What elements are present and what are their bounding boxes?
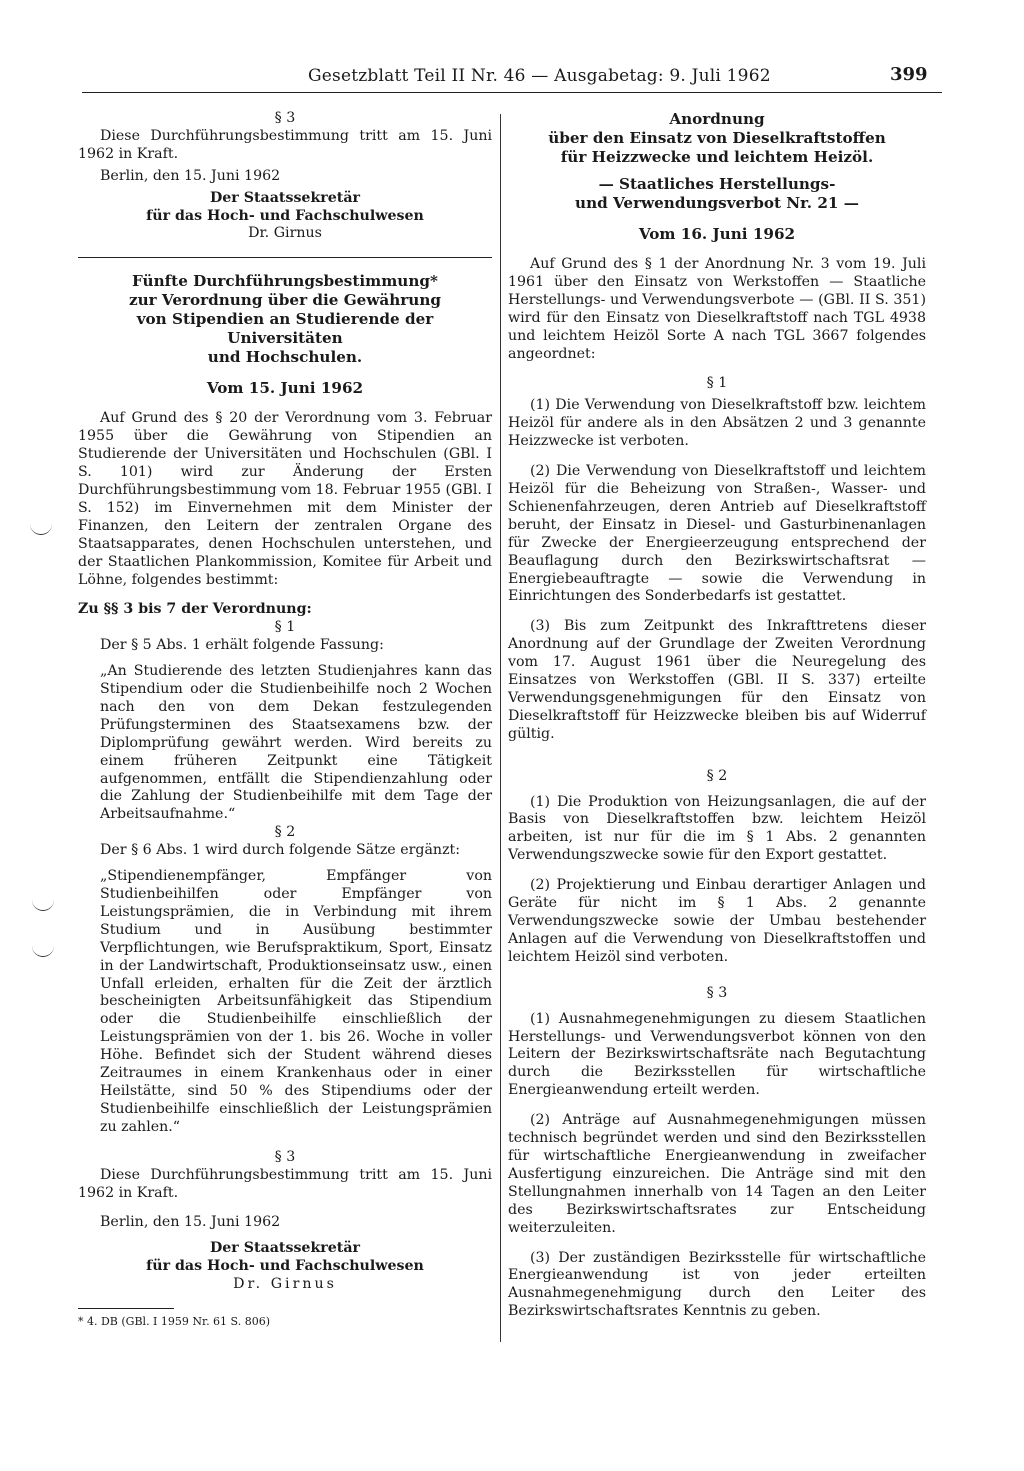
page-number: 399	[890, 64, 928, 85]
paragraph: (2) Die Verwendung von Dieselkraftstoff und leichtem Heizöl für die Beheizung von Straßen-, Wasser- und Schienenfahrzeugen, deren Antrieb auf Dieselkraftstoff beruht, der Einsatz in Diesel- und Gasturbinenanlagen für Zwecke der Energieerzeugung entsprechend der Beauflagung durch den Bezirkswirtschaftsrat — Energiebeauftragte — sowie die Verwendung in Einrichtungen des Sonderbedarfs ist gestattet.	[508, 463, 926, 605]
document-title: zur Verordnung über die Gewährung	[128, 291, 442, 310]
place-date: Berlin, den 15. Juni 1962	[100, 167, 281, 184]
section-heading: § 2	[274, 824, 296, 841]
document-title: über den Einsatz von Dieselkraftstoffen	[548, 129, 886, 147]
paragraph: Diese Durchführungsbestimmung tritt am 15. Juni 1962 in Kraft.	[78, 1166, 492, 1201]
right-column	[508, 110, 926, 1321]
column-divider	[500, 114, 501, 1342]
signature-office: für das Hoch- und Fachschulwesen	[146, 207, 424, 224]
paragraph: (1) Die Produktion von Heizungsanlagen, die auf der Basis von Dieselkraftstoffen bzw. leichtem Heizöl arbeiten, ist nur für die im § 1 Abs. 2 genannten Verwendungszwecke sowie für den Export gestattet.	[508, 793, 926, 864]
document-date: Vom 15. Juni 1962	[206, 379, 364, 398]
margin-mark	[30, 522, 52, 535]
section-heading: § 3	[274, 110, 296, 126]
footnote-rule	[78, 1308, 174, 1309]
paragraph: (3) Bis zum Zeitpunkt des Inkrafttretens dieser Anordnung auf der Grundlage der Zweiten Verordnung vom 17. August 1961 über die Neuregelung des Einsatzes von Werkstoffen (GBl. II S. 337) erteilte Verwendungsgenehmigungen für den Einsatz von Dieselkraftstoff für Heizzwecke bleiben bis auf Widerruf gültig.	[508, 618, 926, 742]
quoted-text: „An Studierende des letzten Studienjahres kann das Stipendium oder die Studienbeihilfe noch 2 Wochen nach den von dem Dekan festzulegenden Prüfungsterminen des Staatsexamens bzw. der Diplomprüfung gewährt werden. Wird bereits zu einem früheren Zeitpunkt eine Tätigkeit aufgenommen, entfällt die Stipendienzahlung oder die Zahlung der Studienbeihilfe mit dem Tage der Arbeitsaufnahme.“	[100, 663, 492, 823]
section-divider	[78, 257, 492, 258]
document-title: von Stipendien an Studierende der Universitäten	[136, 310, 434, 348]
signature-name: Dr. Girnus	[233, 1276, 337, 1293]
section-heading: § 2	[706, 767, 728, 784]
place-date: Berlin, den 15. Juni 1962	[100, 1214, 281, 1231]
paragraph: (1) Ausnahmegenehmigungen zu diesem Staatlichen Herstellungs- und Verwendungsverbot können von den Leitern der Bezirkswirtschaftsräte nach Begutachtung durch die Bezirksstellen für wirtschaftliche Energieanwendung erteilt werden.	[508, 1010, 926, 1099]
document-subtitle: — Staatliches Herstellungs-	[598, 175, 836, 193]
margin-mark	[32, 944, 54, 957]
paragraph: Der § 6 Abs. 1 wird durch folgende Sätze ergänzt:	[100, 842, 461, 859]
left-column	[78, 110, 492, 1329]
section-heading: § 3	[706, 984, 728, 1001]
footnote: * 4. DB (GBl. I 1959 Nr. 61 S. 806)	[78, 1315, 270, 1329]
document-date: Vom 16. Juni 1962	[638, 225, 796, 243]
section-heading: § 1	[274, 619, 296, 636]
paragraph: Auf Grund des § 20 der Verordnung vom 3. Februar 1955 über die Gewährung von Stipendien an Studierende der Universitäten und Hochschulen (GBl. I S. 101) wird zur Änderung der Ersten Durchführungsbestimmung vom 18. Februar 1955 (GBl. I S. 152) im Einvernehmen mit dem Minister der Finanzen, den Leitern der zentralen Organe des Staatsapparates, denen Hochschulen unterstehen, und der Staatlichen Plankommission, Komitee für Arbeit und Löhne, folgendes bestimmt:	[78, 410, 492, 588]
page-header	[82, 62, 942, 93]
paragraph: (3) Der zuständigen Bezirksstelle für wirtschaftliche Energieanwendung ist von jeder erteilten Ausnahmegenehmigung durch den Leiter des Bezirkswirtschaftsrates Kenntnis zu geben.	[508, 1249, 926, 1320]
header-title: Gesetzblatt Teil II Nr. 46 — Ausgabetag: 9. Juli 1962	[308, 66, 771, 86]
quoted-text: „Stipendienempfänger, Empfänger von Studienbeihilfen oder Empfänger von Leistungsprämien, die in Verbindung mit ihrem Studium und in Ausübung bestimmter Verpflichtungen, wie Berufspraktikum, Sport, Einsatz in der Landwirtschaft, Produktionseinsatz usw., einen Unfall erleiden, erhalten für die Zeit der ärztlich bescheinigten Arbeitsunfähigkeit das Stipendium oder die Studienbeihilfe einschließlich der Leistungsprämien von der 1. bis 26. Woche in voller Höhe. Befindet sich der Student während dieses Zeitraumes in einem Krankenhaus oder in einer Heilstätte, sind 50 % des Stipendiums oder der Studienbeihilfe einschließlich der Leistungsprämien zu zahlen.“	[100, 868, 492, 1135]
section-heading: § 3	[274, 1148, 296, 1165]
document-title: Fünfte Durchführungsbestimmung*	[132, 272, 438, 291]
signature-title: Der Staatssekretär	[209, 189, 361, 206]
paragraph: (2) Anträge auf Ausnahmegenehmigungen müssen technisch begründet werden und sind den Bezirksstellen für wirtschaftliche Energieanwendung in zweifacher Ausfertigung einzureichen. Die Anträge sind mit den Stellungnahmen innerhalb von 14 Tagen an den Leiter des Bezirkswirtschaftsrates zur Entscheidung weiterzuleiten.	[508, 1112, 926, 1236]
document-title: für Heizzwecke und leichtem Heizöl.	[560, 148, 874, 166]
signature-name: Dr. Girnus	[248, 225, 322, 242]
paragraph: Auf Grund des § 1 der Anordnung Nr. 3 vom 19. Juli 1961 über den Einsatz von Werkstoffen — Staatliche Herstellungs- und Verwendungsverbote — (GBl. II S. 351) wird für den Einsatz von Dieselkraftstoff nach TGL 4938 und leichtem Heizöl Sorte A nach TGL 3667 folgendes angeordnet:	[508, 256, 926, 362]
paragraph: (1) Die Verwendung von Dieselkraftstoff bzw. leichtem Heizöl für andere als in den Absätzen 2 und 3 genannte Heizzwecke ist verboten.	[508, 397, 926, 450]
section-heading: § 1	[706, 375, 728, 392]
paragraph: Diese Durchführungsbestimmung tritt am 15. Juni 1962 in Kraft.	[78, 127, 492, 162]
paragraph: (2) Projektierung und Einbau derartiger Anlagen und Geräte für nicht im § 1 Abs. 2 genannte Verwendungszwecke sowie der Umbau bestehender Anlagen auf die Verwendung von Dieselkraftstoffen und leichtem Heizöl sind verboten.	[508, 877, 926, 965]
paragraph: Der § 5 Abs. 1 erhält folgende Fassung:	[100, 637, 384, 654]
document-title: und Hochschulen.	[207, 348, 363, 367]
signature-office: für das Hoch- und Fachschulwesen	[146, 1258, 424, 1275]
subheading: Zu §§ 3 bis 7 der Verordnung:	[78, 601, 312, 618]
document-title: Anordnung	[669, 110, 765, 128]
margin-mark	[32, 898, 54, 911]
document-subtitle: und Verwendungsverbot Nr. 21 —	[575, 194, 859, 212]
signature-title: Der Staatssekretär	[209, 1240, 361, 1257]
